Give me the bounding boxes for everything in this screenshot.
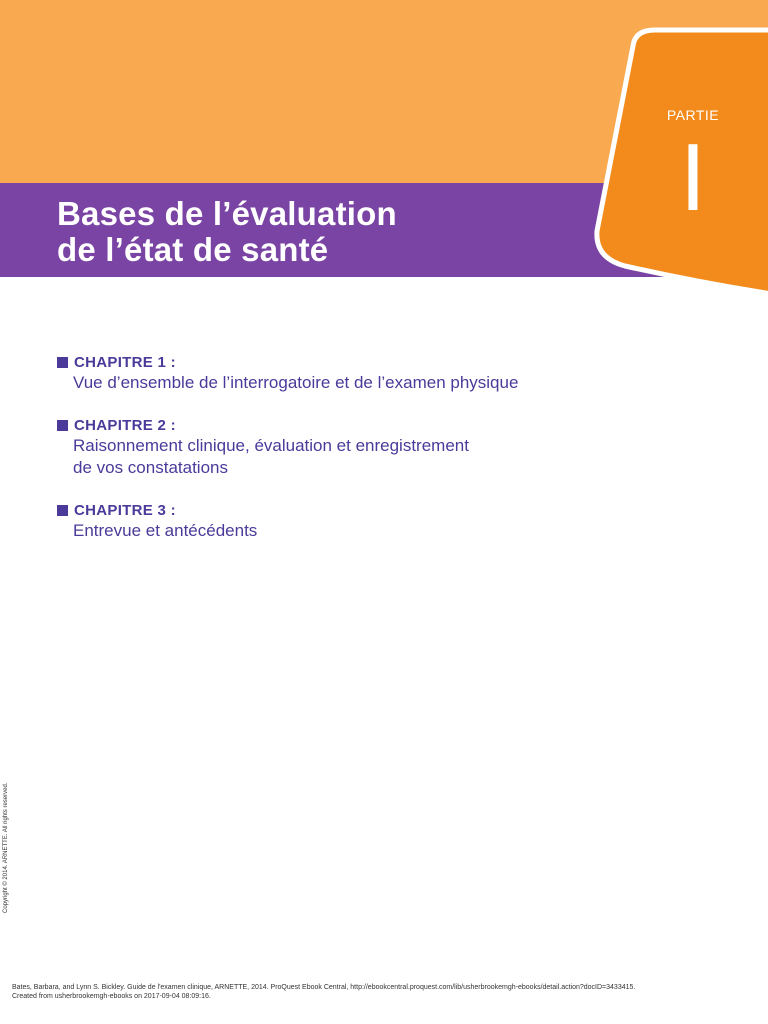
chapter-title <box>57 520 737 542</box>
chapter-title <box>57 435 737 479</box>
chapter-title-line: de vos constatations <box>73 458 228 477</box>
chapter-title <box>57 372 737 394</box>
chapter-item-2 <box>57 415 737 479</box>
page-title-line-2: de l’état de santé <box>57 231 329 268</box>
square-bullet-icon <box>57 505 68 516</box>
chapter-label: CHAPITRE 1 : <box>74 353 176 371</box>
chapter-heading <box>57 352 737 372</box>
chapter-list <box>57 352 737 542</box>
square-bullet-icon <box>57 357 68 368</box>
footer-line-1: Bates, Barbara, and Lynn S. Bickley. Guide de l'examen clinique, ARNETTE, 2014. ProQuest Ebook Central, http://ebookcentral.proquest.com/lib/usherbrookemgh-ebooks/detail.action?docID=3433415. <box>12 984 636 991</box>
chapter-title-line: Vue d’ensemble de l’interrogatoire et de l’examen physique <box>73 373 519 392</box>
part-label: PARTIE <box>666 107 720 123</box>
chapter-label: CHAPITRE 3 : <box>74 501 176 519</box>
chapter-heading <box>57 500 737 520</box>
chapter-heading <box>57 415 737 435</box>
chapter-title-line: Raisonnement clinique, évaluation et enregistrement <box>73 436 469 455</box>
chapter-label: CHAPITRE 2 : <box>74 416 176 434</box>
side-copyright-notice: Copyright © 2014. ARNETTE. All rights reserved. <box>3 782 9 913</box>
chapter-title-line: Entrevue et antécédents <box>73 521 258 540</box>
footer-citation <box>12 983 635 1001</box>
footer-line-2: Created from usherbrookemgh-ebooks on 2017-09-04 08:09:16. <box>12 993 211 1000</box>
page-title-line-1: Bases de l’évaluation <box>57 195 397 232</box>
part-numeral: I <box>679 124 707 231</box>
chapter-item-3 <box>57 500 737 542</box>
square-bullet-icon <box>57 420 68 431</box>
chapter-item-1 <box>57 352 737 394</box>
page-title <box>57 196 397 268</box>
